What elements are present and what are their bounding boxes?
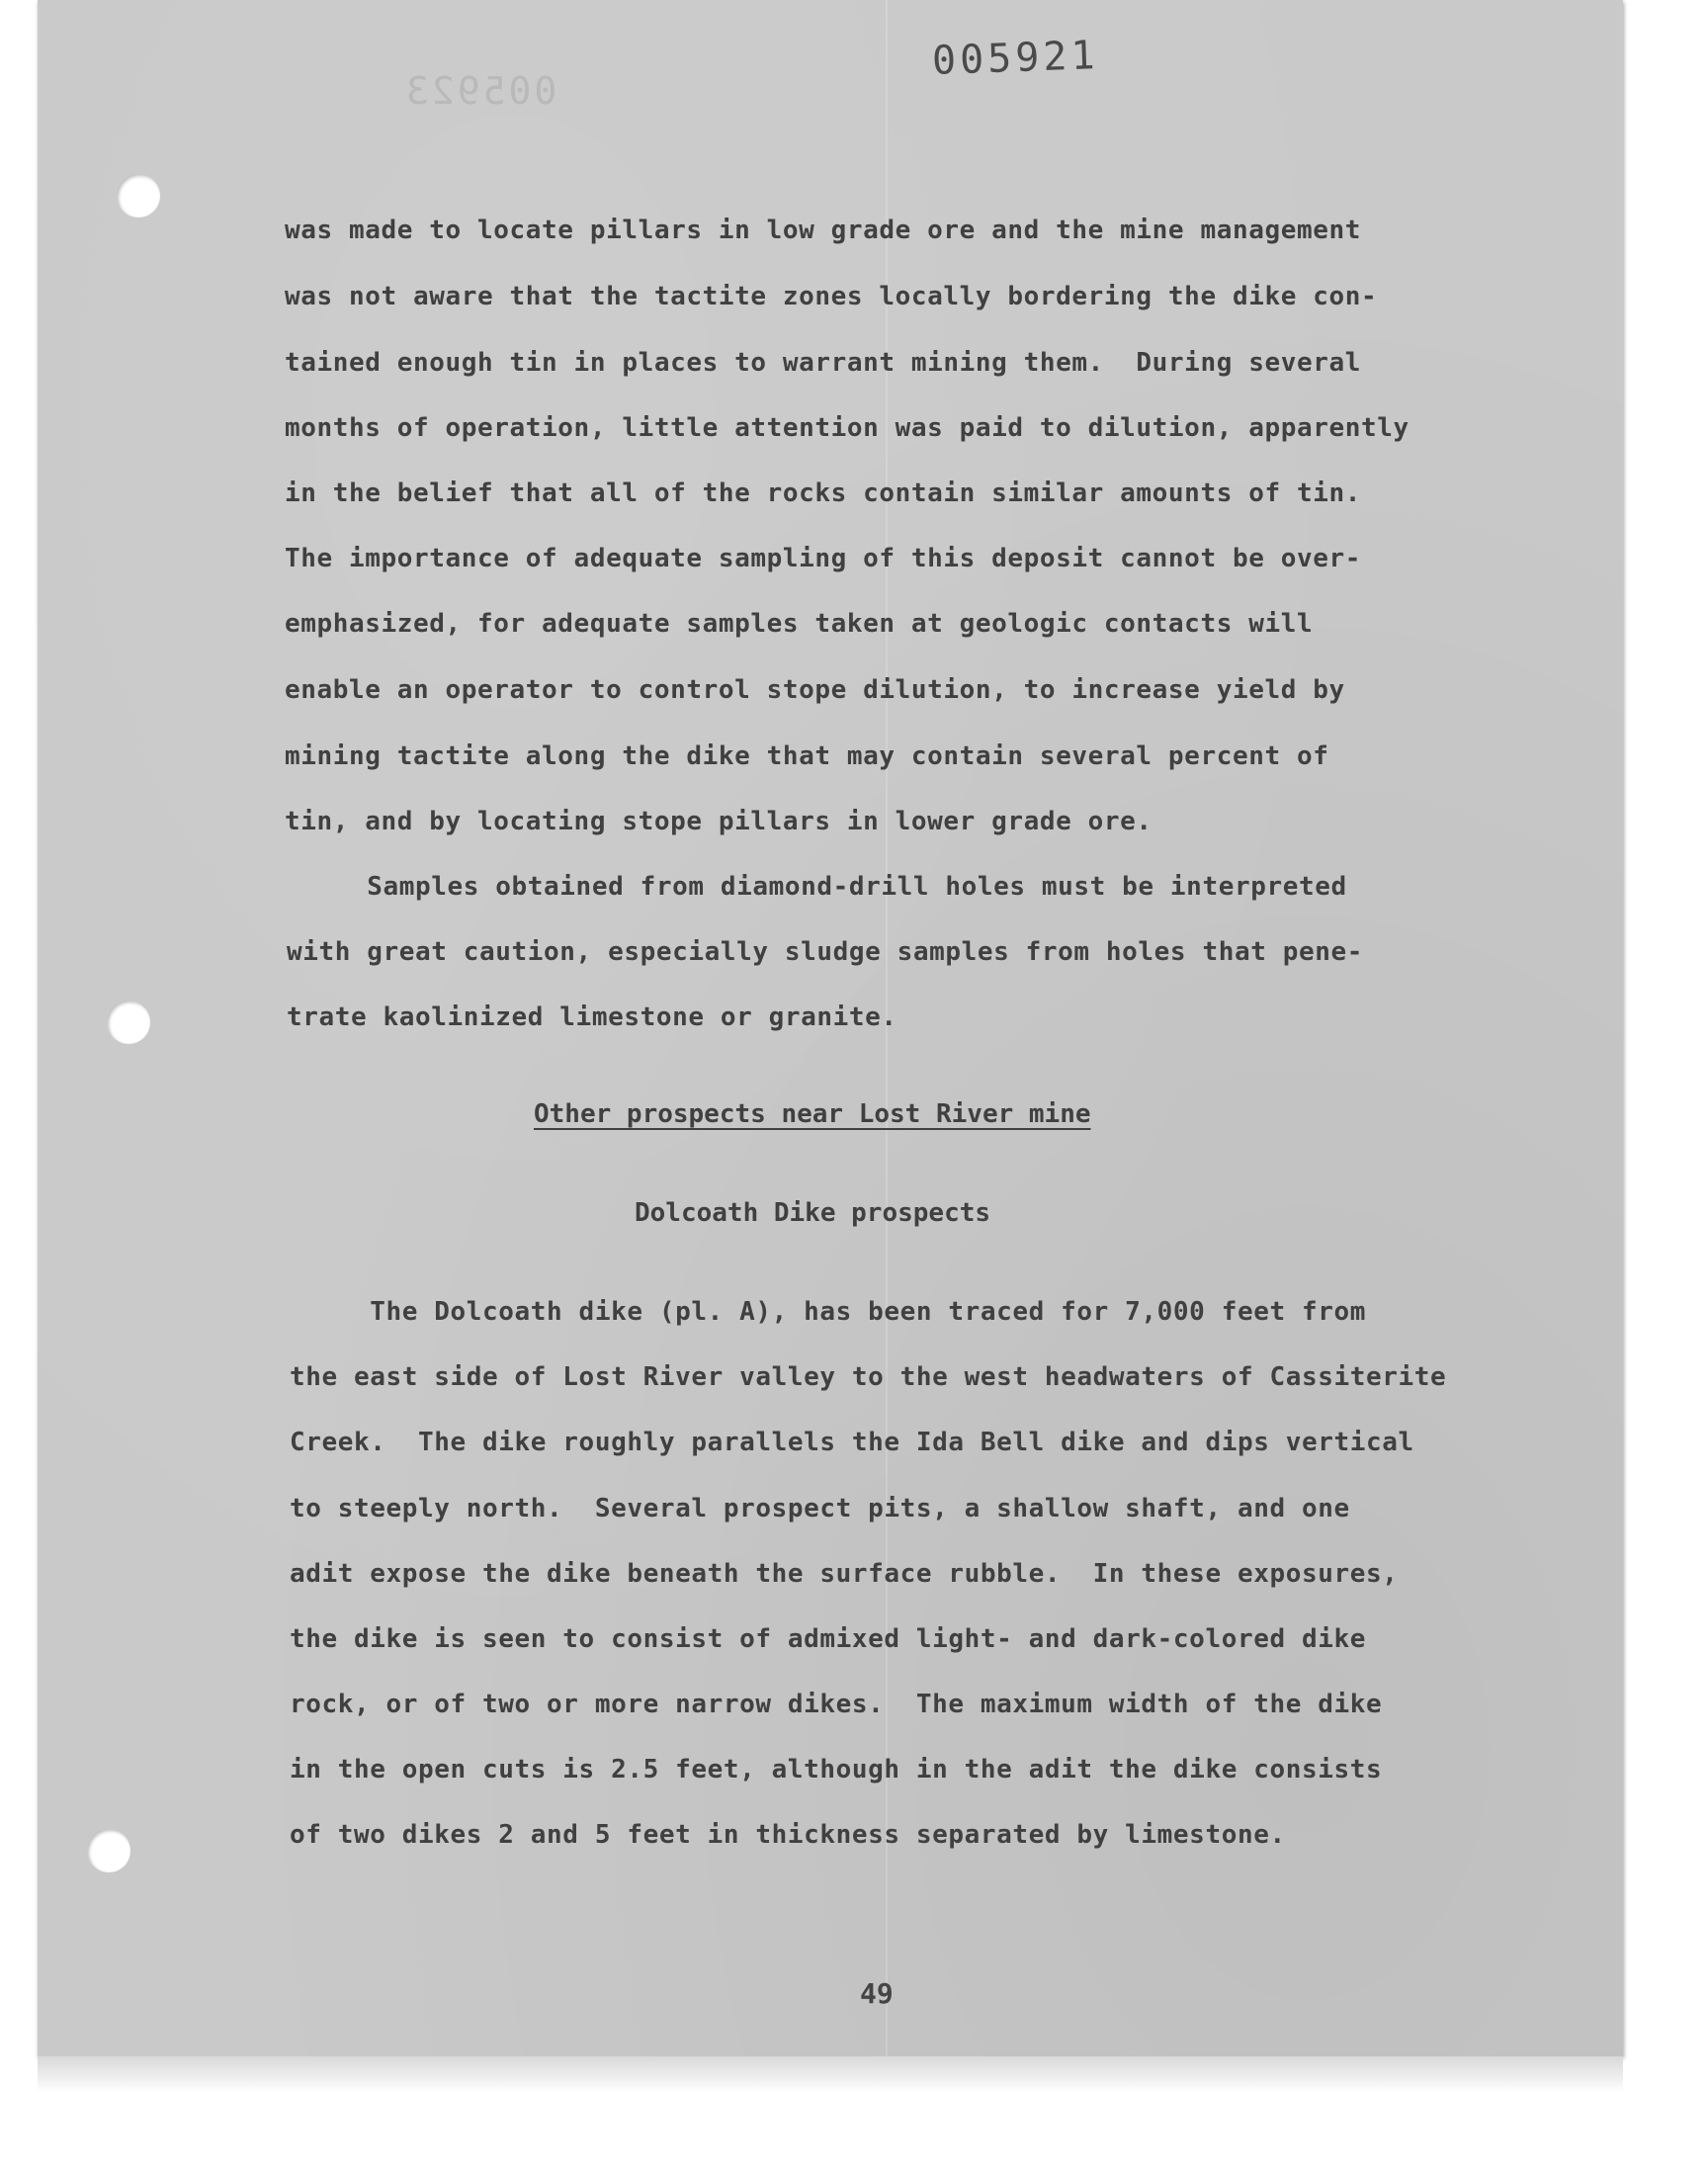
section-heading: Other prospects near Lost River mine bbox=[534, 1099, 1091, 1129]
text-line: The importance of adequate sampling of this deposit cannot be over- bbox=[285, 544, 1361, 573]
text-line: with great caution, especially sludge samples from holes that pene- bbox=[287, 937, 1363, 967]
text-line: enable an operator to control stope dilution, to increase yield by bbox=[285, 675, 1345, 705]
text-line: in the belief that all of the rocks contain similar amounts of tin. bbox=[285, 478, 1361, 508]
text-line: was made to locate pillars in low grade ore and the mine management bbox=[285, 216, 1361, 245]
text-line: in the open cuts is 2.5 feet, although in the adit the dike consists bbox=[290, 1755, 1383, 1784]
text-line: Creek. The dike roughly parallels the Ida Bell dike and dips vertical bbox=[290, 1428, 1414, 1457]
document-number: 005921 bbox=[931, 33, 1100, 84]
text-line: was not aware that the tactite zones locally bordering the dike con- bbox=[285, 282, 1378, 311]
subsection-heading: Dolcoath Dike prospects bbox=[635, 1198, 991, 1228]
text-line: the east side of Lost River valley to the west headwaters of Cassiterite bbox=[290, 1362, 1447, 1392]
page-number: 49 bbox=[860, 1977, 894, 2010]
text-line: adit expose the dike beneath the surface rubble. In these exposures, bbox=[290, 1559, 1399, 1589]
binder-hole-bottom bbox=[87, 1829, 130, 1872]
text-line: to steeply north. Several prospect pits, a shallow shaft, and one bbox=[290, 1494, 1350, 1523]
text-line: the dike is seen to consist of admixed light- and dark-colored dike bbox=[290, 1624, 1366, 1654]
text-line: mining tactite along the dike that may contain several percent of bbox=[285, 741, 1329, 771]
text-line: tained enough tin in places to warrant mining them. During several bbox=[285, 348, 1361, 378]
text-line: months of operation, little attention was paid to dilution, apparently bbox=[285, 413, 1409, 443]
document-page bbox=[38, 0, 1623, 2056]
text-line: tin, and by locating stope pillars in lower grade ore. bbox=[285, 807, 1153, 836]
bleed-through-number: 005923 bbox=[403, 69, 557, 113]
text-line: rock, or of two or more narrow dikes. The maximum width of the dike bbox=[290, 1690, 1383, 1719]
binder-hole-top bbox=[117, 174, 160, 218]
text-line: Samples obtained from diamond-drill holes must be interpreted bbox=[287, 872, 1347, 902]
binder-hole-middle bbox=[107, 1000, 150, 1044]
text-line: of two dikes 2 and 5 feet in thickness separated by limestone. bbox=[290, 1820, 1286, 1850]
text-line: The Dolcoath dike (pl. A), has been traced for 7,000 feet from bbox=[290, 1297, 1366, 1327]
page-bottom-edge bbox=[38, 2056, 1623, 2092]
text-line: trate kaolinized limestone or granite. bbox=[287, 1002, 897, 1032]
text-line: emphasized, for adequate samples taken at geologic contacts will bbox=[285, 609, 1314, 639]
